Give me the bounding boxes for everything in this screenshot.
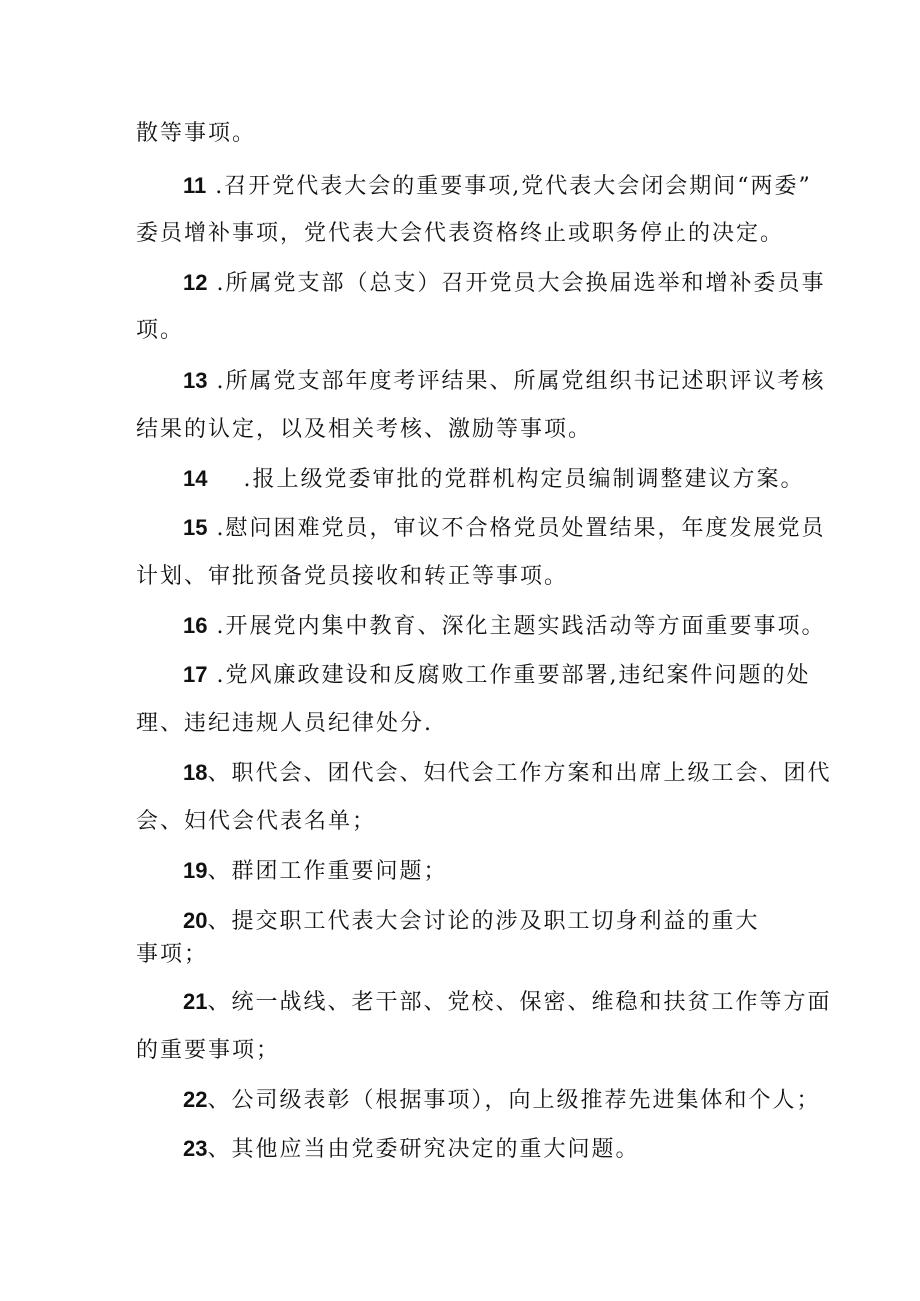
item-number: 12 [183, 270, 208, 295]
text-line [136, 415, 592, 445]
text-line [136, 562, 568, 592]
line-text: 散等事项。 [136, 121, 257, 146]
list-item-13 [183, 366, 825, 397]
item-number: 22 [183, 1087, 208, 1112]
list-item-18 [183, 758, 832, 789]
item-text: .所属党支部年度考评结果、所属党组织书记述职评议考核 [207, 369, 826, 394]
item-text: 、其他应当由党委研究决定的重大问题。 [207, 1137, 640, 1162]
line-text: 会、妇代会代表名单； [136, 809, 377, 834]
text-line [136, 119, 256, 149]
item-number: 21 [183, 989, 208, 1014]
line-text: 项。 [136, 318, 185, 343]
item-text: .报上级党委审批的党群机构定员编制调整建议方案。 [207, 467, 805, 492]
list-item-23 [183, 1134, 640, 1165]
text-line [136, 709, 433, 739]
item-text: 、提交职工代表大会讨论的涉及职工切身利益的重大 [207, 909, 760, 934]
line-text: 结果的认定，以及相关考核、激励等事项。 [136, 417, 593, 442]
line-text: 的重要事项； [136, 1038, 281, 1063]
item-text: .所属党支部（总支）召开党员大会换届选举和增补委员事 [207, 271, 826, 296]
list-item-22 [183, 1085, 821, 1116]
list-item-17 [183, 660, 810, 691]
item-number: 13 [183, 368, 208, 393]
item-text: 、统一战线、老干部、党校、保密、维稳和扶贫工作等方面 [207, 990, 832, 1015]
item-text: .党风廉政建设和反腐败工作重要部署,违纪案件问题的处 [207, 663, 811, 688]
item-number: 15 [183, 515, 208, 540]
list-item-16 [183, 611, 825, 642]
list-item-21 [183, 987, 832, 1018]
item-number: 16 [183, 613, 208, 638]
text-line [136, 1036, 280, 1066]
item-text: 、公司级表彰（根据事项），向上级推荐先进集体和个人； [207, 1088, 821, 1113]
item-number: 18 [183, 760, 208, 785]
item-number: 14 [183, 466, 208, 491]
list-item-20 [183, 906, 760, 937]
text-line [136, 940, 208, 970]
item-number: 11 [183, 173, 207, 198]
item-number: 20 [183, 908, 208, 933]
item-number: 19 [183, 858, 208, 883]
line-text: 理、违纪违规人员纪律处分. [136, 711, 433, 736]
text-line [136, 316, 184, 346]
item-text: .开展党内集中教育、深化主题实践活动等方面重要事项。 [207, 614, 826, 639]
line-text: 事项； [136, 942, 209, 967]
line-text: 委员增补事项，党代表大会代表资格终止或职务停止的决定。 [136, 221, 785, 246]
list-item-12 [183, 268, 825, 299]
item-number: 17 [183, 662, 208, 687]
item-text: .慰问困难党员，审议不合格党员处置结果，年度发展党员 [207, 516, 826, 541]
item-text: 、群团工作重要问题； [207, 859, 448, 884]
list-item-14 [183, 464, 804, 495]
list-item-11 [183, 171, 812, 202]
item-number: 23 [183, 1136, 208, 1161]
item-text: 、职代会、团代会、妇代会工作方案和出席上级工会、团代 [207, 761, 832, 786]
text-line [136, 807, 376, 837]
list-item-19 [183, 856, 448, 887]
list-item-15 [183, 513, 825, 544]
text-line [136, 219, 784, 249]
item-text: .召开党代表大会的重要事项,党代表大会闭会期间“两委” [206, 174, 812, 199]
line-text: 计划、审批预备党员接收和转正等事项。 [136, 564, 569, 589]
